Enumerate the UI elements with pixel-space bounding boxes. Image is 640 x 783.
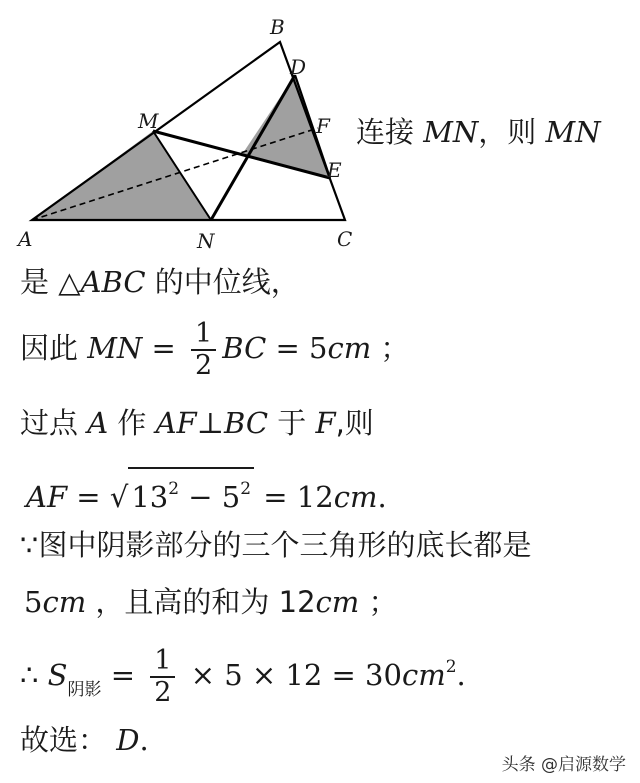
math-bc: BC [222,331,267,365]
math-mn: MN [87,331,143,365]
period: . [377,480,387,514]
label-a: A [18,227,33,251]
exponent: 2 [445,657,457,677]
line-2 [20,262,300,302]
unit-cm: cm [327,331,372,365]
math-a: A [87,406,109,440]
text: ； [371,331,410,365]
equals-value: = 5 [266,331,328,365]
equals: = [142,331,186,365]
line-5 [26,467,387,517]
label-n: N [197,229,215,253]
label-f: F [316,114,330,138]
minus-five: − 5 [179,480,241,514]
math-af: AF [26,480,68,514]
therefore-symbol: ∴ [20,658,48,692]
equals-value: = 12 [254,480,334,514]
period: . [456,658,466,692]
denominator: 2 [154,677,172,708]
line-9 [20,720,149,760]
math-mn: MN [545,115,601,149]
unit-cm: cm [315,585,360,619]
perp-symbol: ⊥ [196,406,224,440]
unit-cm: cm [42,585,87,619]
unit-cm: cm [333,480,378,514]
text: 是 △ [20,265,81,299]
number: 13 [131,480,169,514]
line-4 [20,403,374,443]
label-b: B [270,15,285,39]
line-3 [20,319,409,381]
math-d: D [116,723,140,757]
line-8 [20,646,466,710]
radicand [128,467,254,517]
label-e: E [327,158,342,182]
text: 过点 [20,406,88,440]
text: 连接 [356,115,424,149]
unit-cm: cm [401,658,446,692]
math-abc: ABC [80,265,146,299]
label-m: M [138,109,159,133]
exponent: 2 [240,479,252,499]
denominator: 2 [195,350,213,381]
subscript-shaded: 阴影 [67,680,102,700]
text: 的中位线， [145,265,300,299]
shaded-triangle-left [32,131,211,220]
numerator: 1 [150,646,175,678]
equals: = [101,658,145,692]
math-mn: MN [423,115,479,149]
equals: = [67,480,110,514]
label-d: D [290,55,307,79]
triangle-figure [0,0,360,262]
numerator: 1 [191,319,216,351]
text: 因此 [20,331,88,365]
fraction-half [150,646,175,708]
product-expression: × 5 × 12 = 30 [181,658,402,692]
math-bc: BC [223,406,269,440]
math-s: S [47,658,68,692]
text: ，则 [478,115,546,149]
math-f: F [315,406,336,440]
text: 故选： [20,723,117,757]
line-6: ∵图中阴影部分的三个三角形的底长都是 [20,528,532,562]
fraction-half [191,319,216,381]
period: . [139,723,149,757]
watermark: 头条 @启源数学 [501,755,626,775]
text: ,则 [335,406,374,440]
label-c: C [337,227,353,251]
line-1 [356,112,601,152]
text: ，且高的和为 12 [86,585,316,619]
text: ； [359,585,398,619]
sqrt-symbol: √ [109,480,129,514]
number: 5 [24,585,43,619]
math-af: AF [155,406,197,440]
exponent: 2 [168,479,180,499]
text: 于 [268,406,316,440]
line-7 [24,582,398,622]
text: 作 [108,406,156,440]
